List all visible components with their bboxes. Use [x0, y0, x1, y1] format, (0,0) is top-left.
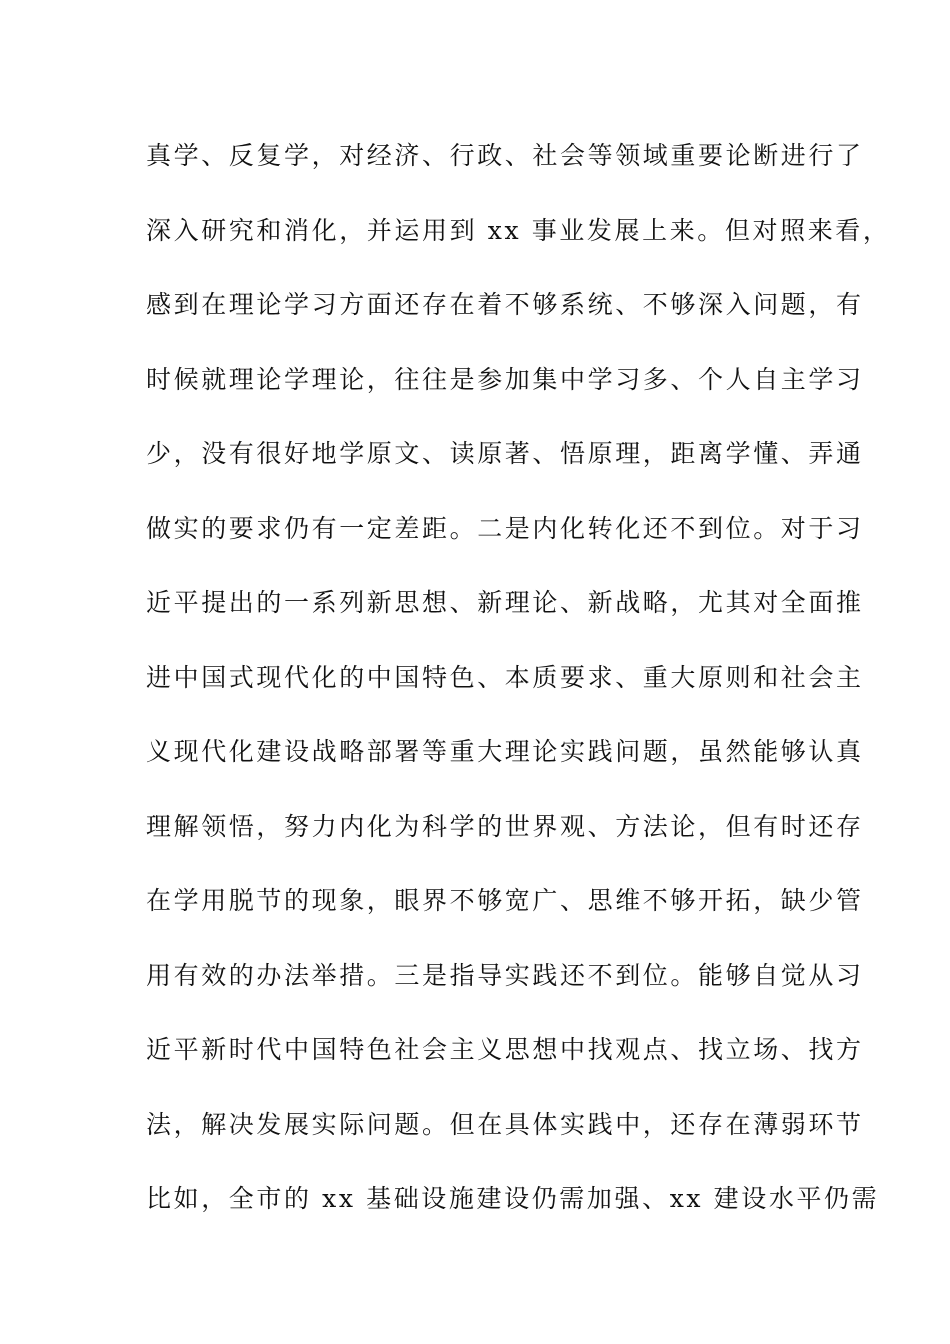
text-line: 用有效的办法举措。三是指导实践还不到位。能够自觉从习	[146, 960, 864, 990]
text-line: 深入研究和消化，并运用到 xx 事业发展上来。但对照来看，	[146, 215, 891, 245]
text-line: 理解领悟，努力内化为科学的世界观、方法论，但有时还存	[146, 811, 864, 841]
text-line: 少，没有很好地学原文、读原著、悟原理，距离学懂、弄通	[146, 439, 864, 468]
text-line: 近平新时代中国特色社会主义思想中找观点、找立场、找方	[146, 1035, 864, 1064]
text-line: 感到在理论学习方面还存在着不够系统、不够深入问题，有	[146, 290, 864, 319]
text-line: 时候就理论学理论，往往是参加集中学习多、个人自主学习	[146, 364, 864, 394]
text-line: 法，解决发展实际问题。但在具体实践中，还存在薄弱环节	[146, 1109, 864, 1139]
text-line: 真学、反复学，对经济、行政、社会等领域重要论断进行了	[146, 141, 864, 170]
body-paragraph	[146, 128, 891, 1246]
text-line: 进中国式现代化的中国特色、本质要求、重大原则和社会主	[146, 662, 864, 692]
text-line: 做实的要求仍有一定差距。二是内化转化还不到位。对于习	[146, 513, 864, 543]
text-line: 义现代化建设战略部署等重大理论实践问题，虽然能够认真	[146, 737, 864, 766]
text-line: 近平提出的一系列新思想、新理论、新战略，尤其对全面推	[146, 588, 864, 617]
text-line: 在学用脱节的现象，眼界不够宽广、思维不够开拓，缺少管	[146, 886, 864, 915]
text-line: 比如，全市的 xx 基础设施建设仍需加强、xx 建设水平仍需	[146, 1184, 880, 1213]
